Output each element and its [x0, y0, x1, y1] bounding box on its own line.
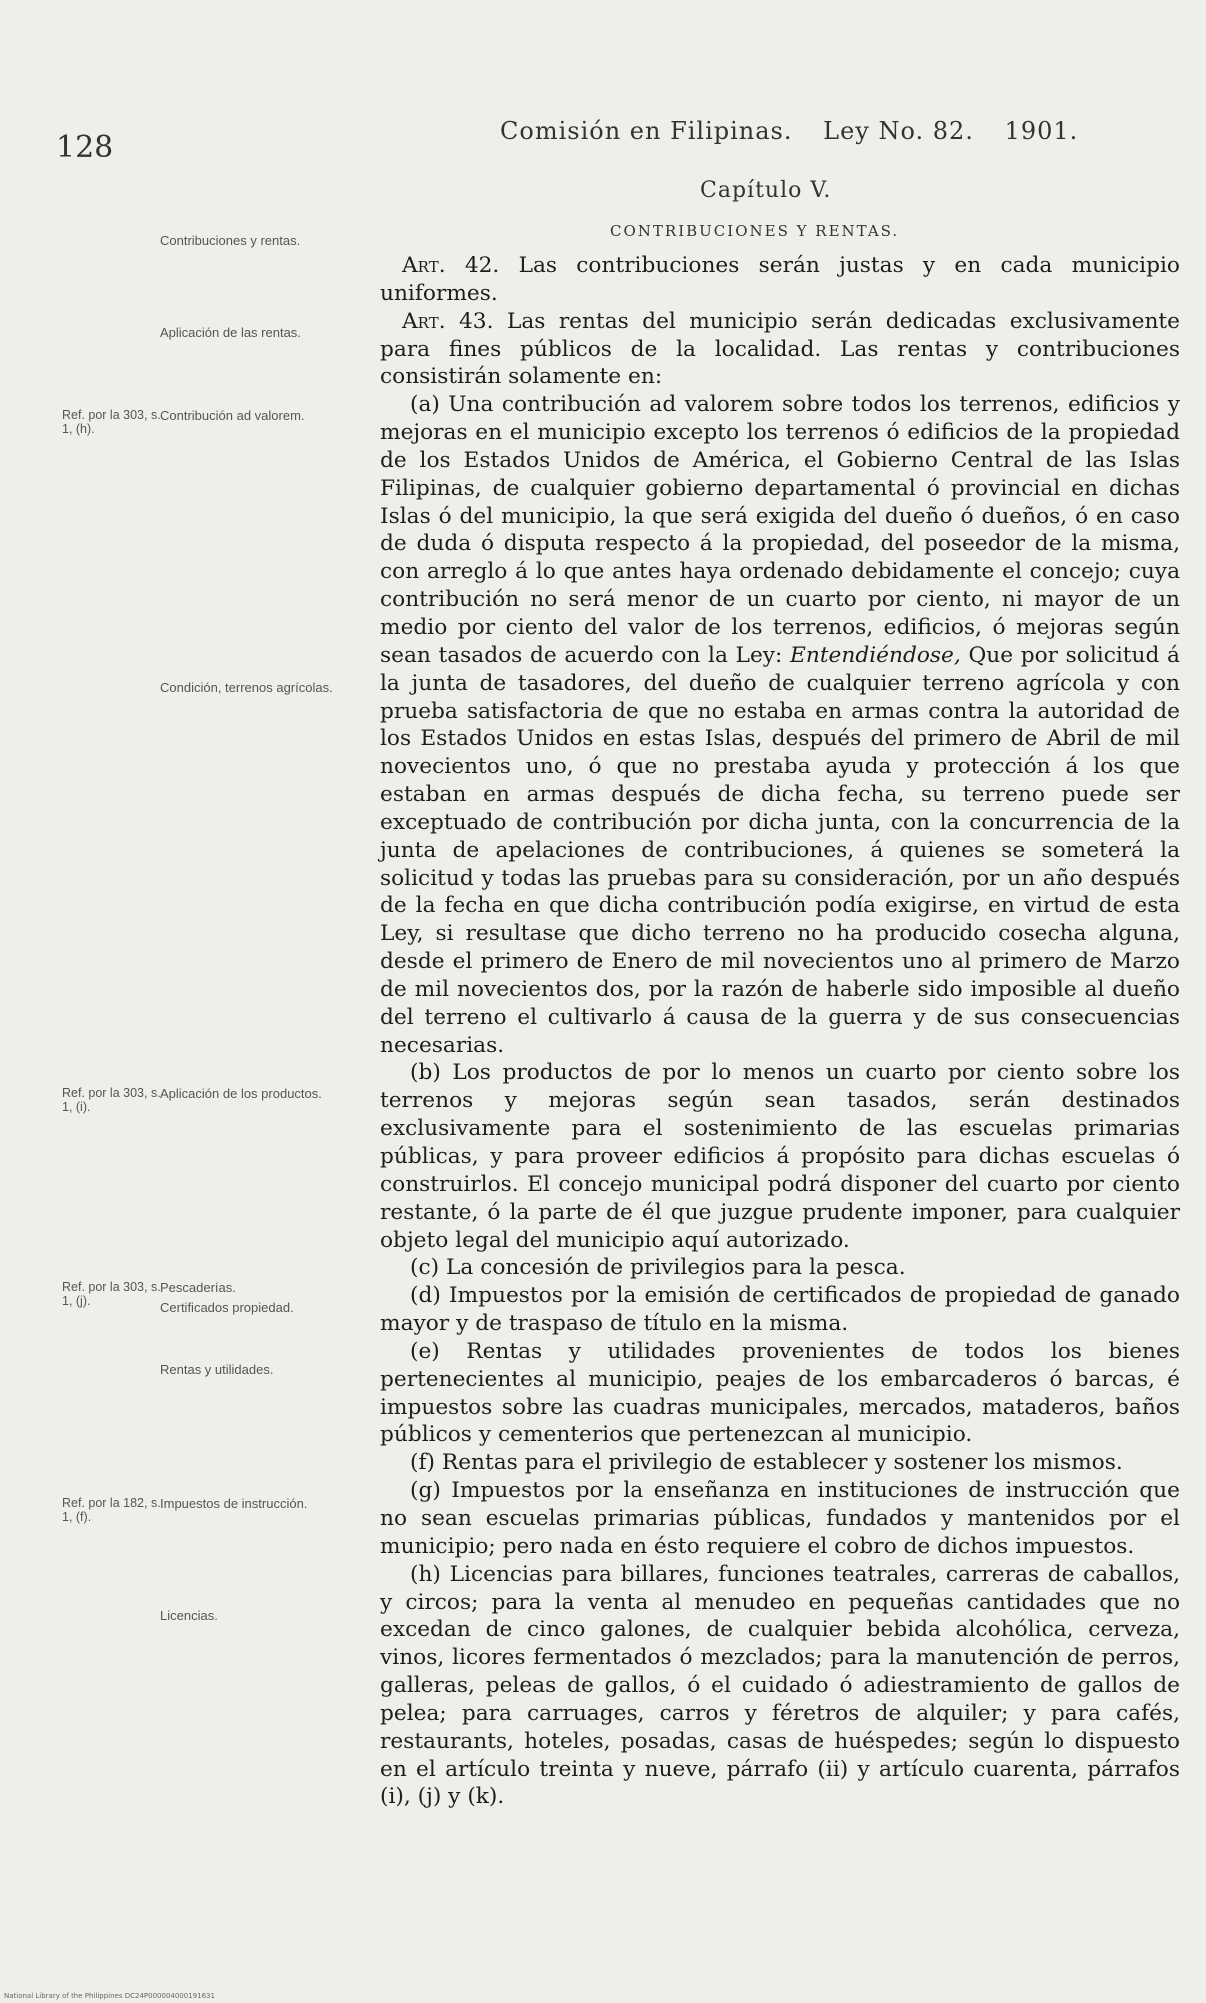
paragraph-c-text: La concesión de privilegios para la pesca. [445, 1255, 906, 1281]
paragraph-a-proviso: Entendiéndose, [790, 642, 961, 668]
running-head [500, 117, 1100, 145]
margin-note-certificados: Certificados propiedad. [160, 1300, 294, 1315]
paragraph-d-label: (d) [410, 1283, 441, 1309]
paragraph-a [380, 391, 1180, 1059]
paragraph-h [380, 1561, 1180, 1812]
article-42-label: Art. 42. [402, 253, 500, 278]
paragraph-f-text: Rentas para el privilegio de establecer y sostener los mismos. [441, 1450, 1123, 1476]
paragraph-g-text: Impuestos por la enseñanza en instituciones de instrucción que no sean escuelas primarias públicas, fundados y mantenidos por el municipio; pero nada en ésto requiere el cobro de dichos impuestos. [380, 1478, 1180, 1559]
paragraph-b-label: (b) [410, 1060, 441, 1086]
paragraph-e [380, 1338, 1180, 1449]
body-text [380, 252, 1180, 1811]
paragraph-f [380, 1449, 1180, 1477]
running-head-year: 1901. [1004, 117, 1079, 145]
paragraph-a-text-2: Que por solicitud á la junta de tasadores, del dueño de cualquier terreno agrícola y con prueba satisfactoria de que no estaba en armas contra la autoridad de los Estados Unidos en estas Islas, después del primero de Abril de mil novecientos uno, ó que no prestaba ayuda y protección á los que estaban en armas después de dicha fecha, su terreno puede ser exceptuado de contribución por dicha junta, con la concurrencia de la junta de apelaciones de contribuciones, á quienes se someterá la solicitud y todas las pruebas para su consideración, por un año después de la fecha en que dicha contribución podía exigirse, en virtud de esta Ley, si resultase que dicho terreno no ha producido cosecha alguna, desde el primero de Enero de mil novecientos uno al primero de Marzo de mil novecientos dos, por la razón de haberle sido imposible al dueño del terreno el cultivarlo á causa de la guerra y de sus consecuencias necesarias. [380, 642, 1180, 1058]
paragraph-d-text: Impuestos por la emisión de certificados de propiedad de ganado mayor y de traspaso de título en la misma. [380, 1283, 1180, 1337]
page-number: 128 [56, 130, 114, 165]
ref-note-i: Ref. por la 303, s. 1, (i). [62, 1086, 161, 1114]
article-43-text: Las rentas del municipio serán dedicadas exclusivamente para fines públicos de la localidad. Las rentas y contribuciones consistirán solamente en: [380, 308, 1180, 390]
margin-note-rentas-utilidades: Rentas y utilidades. [160, 1362, 274, 1377]
paragraph-e-text: Rentas y utilidades provenientes de todos los bienes pertenecientes al municipio, peajes de los embarcaderos ó barcas, é impuestos sobre las cuadras municipales, mercados, mataderos, baños públicos y cementerios que pertenezcan al municipio. [380, 1338, 1180, 1448]
margin-note-aplicacion-productos: Aplicación de los productos. [160, 1086, 322, 1101]
article-43-label: Art. 43. [402, 308, 494, 334]
article-42 [380, 252, 1180, 308]
paragraph-a-text-1: Una contribución ad valorem sobre todos los terrenos, edificios y mejoras en el municipio excepto los terrenos ó edificios de la propiedad de los Estados Unidos de América, el Gobierno Central de las Islas Filipinas, de cualquier gobierno departamental ó provincial en dichas Islas ó del municipio, la que será exigida del dueño ó dueños, ó en caso de duda ó disputa respecto á la propiedad, del poseedor de la misma, con arreglo á lo que antes haya ordenado debidamente el concejo; cuya contribución no será menor de un cuarto por ciento, ni mayor de un medio por ciento del valor de los terrenos, edificios, ó mejoras según sean tasados de acuerdo con la Ley: [380, 392, 1180, 668]
margin-note-pescaderias: Pescaderías. [160, 1280, 236, 1295]
paragraph-a-label: (a) [410, 392, 440, 418]
paragraph-b-text: Los productos de por lo menos un cuarto por ciento sobre los terrenos y mejoras según sean tasados, serán destinados exclusivamente para el sostenimiento de las escuelas primarias públicas, y para proveer edificios á propósito para dichas escuelas ó construirlos. El concejo municipal podrá disponer del cuarto por ciento restante, ó la parte de él que juzgue prudente imponer, para cualquier objeto legal del municipio aquí autorizado. [380, 1060, 1180, 1253]
paragraph-c-label: (c) [410, 1255, 440, 1281]
section-title: CONTRIBUCIONES Y RENTAS. [610, 222, 900, 240]
running-head-law: Ley No. 82. [823, 117, 974, 145]
margin-note-condicion: Condición, terrenos agrícolas. [160, 680, 333, 695]
library-stamp: National Library of the Philippines DC24P000004000191631 [4, 1992, 215, 2000]
paragraph-c [380, 1254, 1180, 1282]
ref-note-g: Ref. por la 182, s. 1, (f). [62, 1496, 161, 1524]
margin-note-contribuciones: Contribuciones y rentas. [160, 233, 301, 248]
paragraph-f-label: (f) [410, 1450, 435, 1476]
margin-note-aplicacion-rentas: Aplicación de las rentas. [160, 325, 301, 340]
paragraph-e-label: (e) [410, 1338, 440, 1364]
paragraph-b [380, 1059, 1180, 1254]
margin-note-licencias: Licencias. [160, 1608, 218, 1623]
ref-note-j: Ref. por la 303, s. 1, (j). [62, 1280, 161, 1308]
article-43 [380, 308, 1180, 392]
paragraph-h-label: (h) [410, 1561, 441, 1587]
paragraph-h-text: Licencias para billares, funciones teatrales, carreras de caballos, y circos; para la venta al menudeo en pequeñas cantidades que no excedan de cinco galones, de cualquier bebida alcohólica, cerveza, vinos, licores fermentados ó mezclados; para la manutención de perros, galleras, peleas de gallos, ó el cuidado ó adiestramiento de gallos de pelea; para carruages, carros y féretros de alquiler; y para cafés, restaurants, hoteles, posadas, casas de huéspedes; según lo dispuesto en el artículo treinta y nueve, párrafo (ii) y artículo cuarenta, párrafos (i), (j) y (k). [380, 1561, 1181, 1810]
chapter-title: Capítulo V. [700, 178, 832, 203]
margin-note-impuestos-instruccion: Impuestos de instrucción. [160, 1496, 308, 1511]
paragraph-d [380, 1282, 1180, 1338]
paragraph-g [380, 1477, 1180, 1561]
running-head-commission: Comisión en Filipinas. [500, 117, 793, 145]
margin-note-ad-valorem: Contribución ad valorem. [160, 408, 305, 423]
ref-note-h: Ref. por la 303, s. 1, (h). [62, 408, 161, 436]
paragraph-g-label: (g) [410, 1478, 441, 1504]
article-42-text: Las contribuciones serán justas y en cada municipio uniformes. [380, 253, 1180, 306]
